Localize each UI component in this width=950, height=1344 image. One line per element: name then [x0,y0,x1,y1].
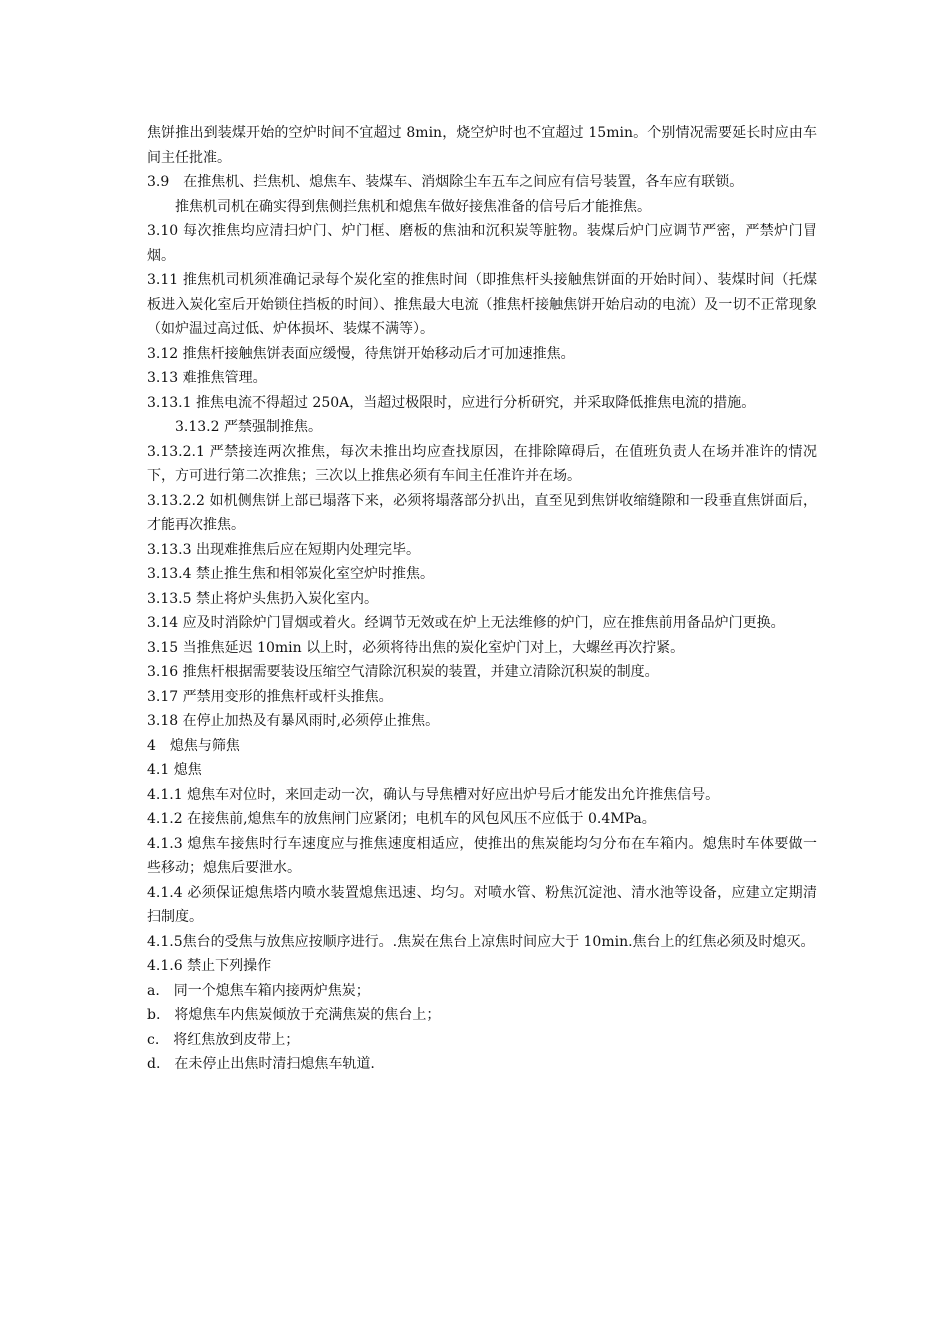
paragraph-3-13-3: 3.13.3 出现难推焦后应在短期内处理完毕。 [147,541,420,558]
paragraph-empty-oven-time: 焦饼推出到装煤开始的空炉时间不宜超过 8min，烧空炉时也不宜超过 15min。个别情况需要延长时应由车间主任批准。 [147,125,817,166]
paragraph-3-14: 3.14 应及时消除炉门冒烟或着火。经调节无效或在炉上无法维修的炉门，应在推焦前用备品炉门更换。 [147,615,785,631]
paragraph-4-1-3: 4.1.3 熄焦车接焦时行车速度应与推焦速度相适应，使推出的焦炭能均匀分布在车箱内。熄焦时车体要做一些移动；熄焦后要泄水。 [147,835,817,876]
paragraph-3-13-2-1: 3.13.2.1 严禁接连两次推焦，每次未推出均应查找原因，在排除障碍后，在值班负责人在场并准许的情况下，方可进行第二次推焦；三次以上推焦必须有车间主任准许并在场。 [147,443,817,484]
list-item-a: a. 同一个熄焦车箱内接两炉焦炭； [147,982,370,999]
paragraph-4-1-1: 4.1.1 熄焦车对位时，来回走动一次，确认与导焦槽对好应出炉号后才能发出允许推焦信号。 [147,786,720,803]
paragraph-3-15: 3.15 当推焦延迟 10min 以上时，必须将待出焦的炭化室炉门对上，大螺丝再次拧紧。 [147,639,685,656]
list-item-c: c. 将红焦放到皮带上； [147,1031,300,1048]
list-item-d: d. 在未停止出焦时清扫熄焦车轨道. [147,1056,375,1072]
paragraph-3-13-2-2: 3.13.2.2 如机侧焦饼上部已塌落下来，必须将塌落部分扒出，直至见到焦饼收缩缝隙和一段垂直焦饼面后，才能再次推焦。 [147,492,817,533]
paragraph-3-13-2: 3.13.2 严禁强制推焦。 [175,419,322,435]
list-item-b: b. 将熄焦车内焦炭倾放于充满焦炭的焦台上； [147,1007,441,1023]
paragraph-3-10: 3.10 每次推焦均应清扫炉门、炉门框、磨板的焦油和沉积炭等脏物。装煤后炉门应调节严密，严禁炉门冒烟。 [147,223,817,264]
section-heading-4: 4 熄焦与筛焦 [147,737,240,754]
paragraph-3-13-1: 3.13.1 推焦电流不得超过 250A，当超过极限时，应进行分析研究，并采取降低推焦电流的措施。 [147,394,756,411]
paragraph-pusher-signal: 推焦机司机在确实得到焦侧拦焦机和熄焦车做好接焦准备的信号后才能推焦。 [175,198,651,215]
paragraph-3-12: 3.12 推焦杆接触焦饼表面应缓慢，待焦饼开始移动后才可加速推焦。 [147,345,575,362]
paragraph-3-9: 3.9 在推焦机、拦焦机、熄焦车、装煤车、消烟除尘车五车之间应有信号装置，各车应有联锁。 [147,174,744,190]
paragraph-3-13-4: 3.13.4 禁止推生焦和相邻炭化室空炉时推焦。 [147,566,434,582]
paragraph-4-1-4: 4.1.4 必须保证熄焦塔内喷水装置熄焦迅速、均匀。对喷水管、粉焦沉淀池、清水池等设备，应建立定期清扫制度。 [147,884,817,925]
paragraph-3-16: 3.16 推焦杆根据需要装设压缩空气清除沉积炭的装置，并建立清除沉积炭的制度。 [147,664,659,680]
paragraph-4-1-2: 4.1.2 在接焦前,熄焦车的放焦闸门应紧闭；电机车的风包风压不应低于 0.4MPa。 [147,811,656,827]
section-heading-4-1: 4.1 熄焦 [147,762,202,778]
document-page [147,121,817,1077]
paragraph-4-1-6: 4.1.6 禁止下列操作 [147,958,272,974]
paragraph-3-13-5: 3.13.5 禁止将炉头焦扔入炭化室内。 [147,590,378,607]
paragraph-3-13: 3.13 难推焦管理。 [147,370,267,386]
paragraph-3-11: 3.11 推焦机司机须准确记录每个炭化室的推焦时间（即推焦杆头接触焦饼面的开始时间）、装煤时间（托煤板进入炭化室后开始锁住挡板的时间）、推焦最大电流（推焦杆接触焦饼开始启动的电流）及一切不正常现象（如炉温过高过低、炉体损坏、装煤不满等）。 [147,272,817,337]
paragraph-3-18: 3.18 在停止加热及有暴风雨时,必须停止推焦。 [147,713,440,729]
paragraph-4-1-5: 4.1.5焦台的受焦与放焦应按顺序进行。.焦炭在焦台上凉焦时间应大于 10min.焦台上的红焦必须及时熄灭。 [147,933,815,950]
paragraph-3-17: 3.17 严禁用变形的推焦杆或杆头推焦。 [147,688,393,705]
